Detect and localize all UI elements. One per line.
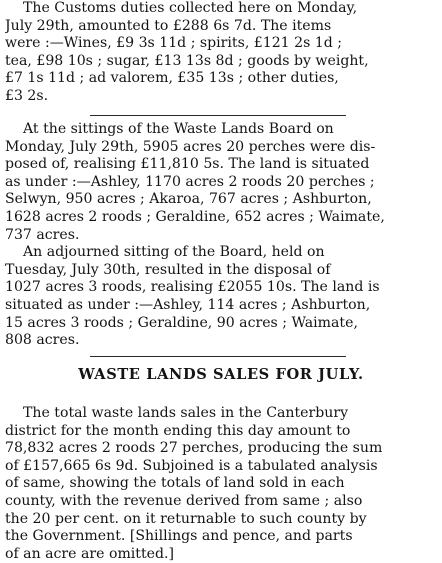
text-line: 737 acres. (5, 226, 80, 243)
text-line: as under :—Ashley, 1170 acres 2 roods 20 perches ; (5, 173, 375, 190)
text-line: county, with the revenue derived from same ; also (5, 492, 363, 509)
section-heading: WASTE LANDS SALES FOR JULY. (78, 366, 364, 383)
text-line: The total waste lands sales in the Canterbury (23, 405, 349, 421)
text-line: An adjourned sitting of the Board, held on (23, 244, 325, 261)
customs-duties-paragraph (5, 0, 437, 106)
section-divider (90, 115, 346, 116)
board-sitting-paragraph (5, 121, 437, 350)
sales-paragraph (5, 405, 437, 563)
text-line: district for the month ending this day amount to (5, 422, 351, 439)
text-line: The Customs duties collected here on Monday, (23, 0, 358, 16)
text-line: 78,832 acres 2 roods 27 perches, producing the sum (5, 440, 383, 457)
text-line: 1027 acres 3 roods, realising £2055 10s. The land is (5, 279, 380, 296)
section-divider (90, 356, 346, 357)
text-line: situated as under :—Ashley, 114 acres ; Ashburton, (5, 296, 371, 313)
text-line: £7 1s 11d ; ad valorem, £35 13s ; other duties, (5, 70, 339, 87)
text-line: of an acre are omitted.] (5, 545, 174, 562)
text-line: of same, showing the totals of land sold in each (5, 475, 345, 492)
text-line: July 29th, amounted to £288 6s 7d. The items (5, 17, 332, 34)
text-line: 15 acres 3 roods ; Geraldine, 90 acres ; Waimate, (5, 314, 358, 331)
text-line: the Government. [Shillings and pence, and parts (5, 528, 353, 545)
text-line: were :—Wines, £9 3s 11d ; spirits, £121 2s 1d ; (5, 35, 343, 52)
text-line: At the sittings of the Waste Lands Board on (23, 121, 334, 137)
text-line: 1628 acres 2 roods ; Geraldine, 652 acres ; Waimate, (5, 208, 385, 225)
text-line: Tuesday, July 30th, resulted in the disposal of (5, 261, 331, 278)
text-line: Monday, July 29th, 5905 acres 20 perches were dis- (5, 138, 376, 155)
text-line: the 20 per cent. on it returnable to such county by (5, 510, 367, 527)
text-line: posed of, realising £11,810 5s. The land is situated (5, 156, 370, 173)
text-line: of £157,665 6s 9d. Subjoined is a tabulated analysis (5, 457, 378, 474)
text-line: £3 2s. (5, 87, 49, 104)
text-line: 808 acres. (5, 332, 80, 349)
text-line: Selwyn, 950 acres ; Akaroa, 767 acres ; Ashburton, (5, 191, 372, 208)
text-line: tea, £98 10s ; sugar, £13 13s 8d ; goods by weight, (5, 52, 369, 69)
